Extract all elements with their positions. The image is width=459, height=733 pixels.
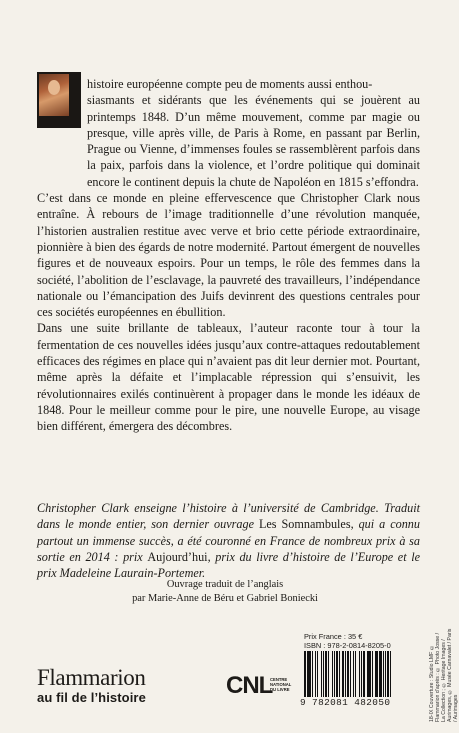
paragraph-1 [37, 76, 420, 190]
paragraph-3: Dans une suite brillante de tableaux, l’auteur raconte tour à tour la fermentation de ces nouvelles idées jusqu’aux contre-attaques redoutablement efficaces des régimes en place qui n’avaient pas dit leur dernier mot. Pourtant, même après la défaite et l’implacable répression qui s’ensuivit, les révolutionnaires exilés continuèrent à propager dans le monde les idéaux de 1848. Pour le meilleur comme pour le pire, une nouvelle Europe, au visage bien différent, émergera des décombres. [37, 321, 420, 434]
prize-name: Aujourd’hui [147, 549, 208, 564]
paragraph-1-rest: siasmants et sidérants que les événements qui se jouèrent au printemps 1848. D’un même mouvement, comme par magie ou presque, ville après ville, de Paris à Rome, en passant par Berlin, Prague ou Vienne, d’immenses foules se rassemblèrent parfois dans la paix, parfois dans la violence, et l’ordre politique qui dominait encore le continent depuis la chute de Napoléon en 1815 s’effondra. [87, 93, 420, 189]
cnl-logo: CNL CENTRE NATIONAL DU LIVRE [226, 672, 292, 699]
book-title: Les Somnambules [258, 517, 351, 532]
barcode [304, 651, 422, 697]
collection-name: au fil de l’histoire [37, 690, 146, 705]
price: Prix France : 35 € [304, 632, 363, 641]
translation-credit: Ouvrage traduit de l’anglais par Marie-Anne de Béru et Gabriel Boniecki [132, 579, 318, 604]
isbn: ISBN : 978-2-0814-8205-0 [304, 641, 391, 650]
paragraph-1-first-line: histoire européenne compte peu de moments aussi enthou- [87, 77, 373, 91]
description [37, 76, 420, 435]
author-bio: Christopher Clark enseigne l’histoire à l’université de Cambridge. Traduit dans le monde entier, son dernier ouvrage Les Somnambules, qui a connu partout un immense succès, a été couronné en France de nombreux prix à sa sortie en 2014 : prix Aujourd’hui, prix du livre d’histoire de l’Europe et le prix Madeleine Laurain-Portemer. [37, 501, 420, 581]
publisher-logo: Flammarion [37, 665, 146, 690]
paragraph-2: C’est dans ce monde en pleine effervescence que Christopher Clark nous entraîne. À rebours de l’image traditionnelle d’une révolution manquée, l’historien australien restitue avec verve et brio cette période extraordinaire, pionnière à bien des égards de notre modernité. Partout émergent de nouvelles figures et de nouveaux espoirs. Pour un temps, le rôle des femmes dans la société, l’abolition de l’esclavage, la pauvreté des travailleurs, l’indépendance nationale ou l’émancipation des Juifs devinrent des questions centrales pour ces sociétés européennes en ébullition. [37, 191, 420, 320]
photo-credits: 18-IX Couverture : Studio LMF © Flammarion d’après : © Photo Josse / La Collection ; © Heritage Images / Aurimages, © Musée Carnavalet / Paris / Aurimages [429, 628, 459, 722]
barcode-digits: 9 782081 482050 [300, 697, 391, 708]
